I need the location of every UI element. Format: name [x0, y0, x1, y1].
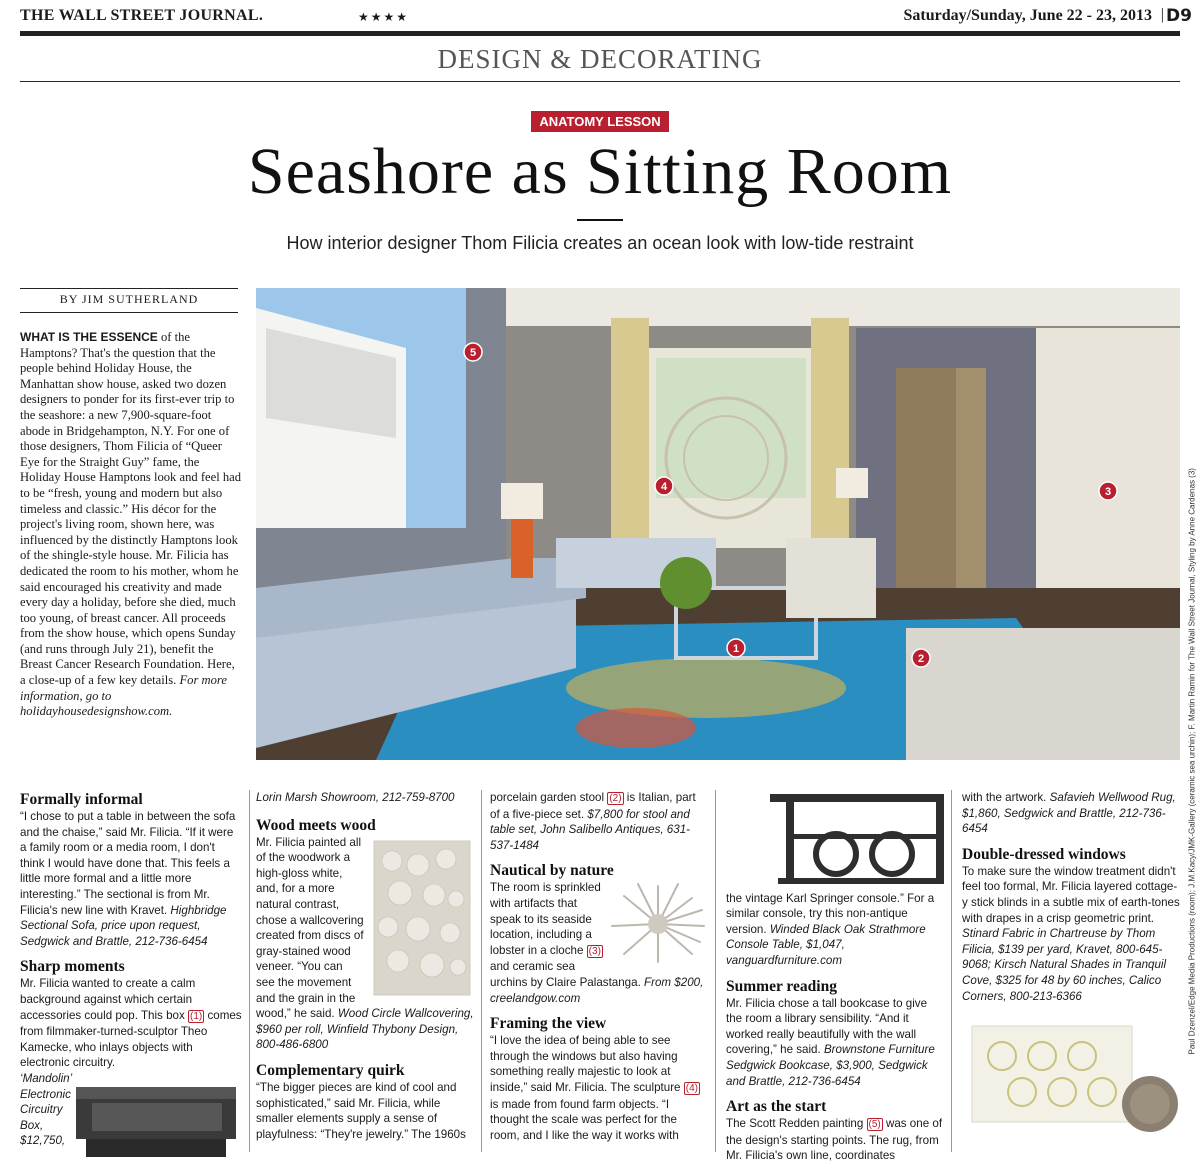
fabric-swatch-image: [962, 1012, 1180, 1132]
intro-paragraph: [20, 330, 242, 720]
intro-lead: WHAT IS THE ESSENCE: [20, 330, 158, 344]
section-rule: [20, 81, 1180, 82]
paragraph-rug: with the artwork. Safavieh Wellwood Rug, $1,860, Sedgwick and Brattle, 212-736-6454: [962, 791, 1176, 836]
column-1: [20, 790, 242, 1171]
masthead: [0, 0, 1200, 30]
edition-stars: ★★★★: [358, 10, 410, 24]
heading-double-dressed-windows: Double-dressed windows: [962, 845, 1126, 863]
heading-formally-informal: Formally informal: [20, 791, 143, 808]
kicker-badge: ANATOMY LESSON: [531, 111, 669, 132]
ref-2: (2): [609, 793, 622, 804]
marker-3-label: 3: [1104, 486, 1112, 498]
byline: BY JIM SUTHERLAND: [59, 292, 199, 306]
paragraph-double-dressed-windows: To make sure the window treatment didn't feel too formal, Mr. Filicia layered cottage-y stick blinds in a subtle mix of earth-tones with drapes in a crisp geometric print. Stinard Fabric in Chartreuse by Thom Filicia, $139 per yard, Kravet, 800-645-9068; Kirsch Natural Shades in Tranquil Cove, $325 for 48 by 60 inches, Calico Corners, 800-213-6366: [962, 864, 1180, 1003]
masthead-rule: [20, 31, 1180, 36]
section-title: DESIGN & DECORATING: [437, 44, 763, 74]
column-divider: [715, 790, 716, 1152]
heading-sharp-moments: Sharp moments: [20, 958, 125, 976]
photo-credit-text: Paul Dzenzel/Edge Media Productions (room); J.M.Kacy/JMK-Gallery (ceramic sea urchin); F. Martin Ramin for The Wall Street Journal, Styling by Anne Cardenas (3): [1187, 468, 1197, 1055]
column-divider: [249, 790, 250, 1152]
headline-divider: [577, 219, 623, 221]
paragraph-wood-meets-wood: Mr. Filicia painted all of the woodwork a high-gloss white, and, for a more natural contrast, chose a wallcovering created from discs of gray-stained wood veneer. “You can see the movement and the grain in the wood,” he said. Wood Circle Wallcovering, $960 per roll, Winfield Thybony Design, 800-486-6800: [256, 835, 474, 1052]
subheadline: How interior designer Thom Filicia creates an ocean look with low-tide restraint: [286, 233, 914, 253]
column-divider: [481, 790, 482, 1152]
heading-art-as-the-start: Art as the start: [726, 1098, 827, 1116]
marker-1-label: 1: [732, 643, 740, 655]
byline-rule-top: [20, 288, 238, 289]
newspaper-name: THE WALL STREET JOURNAL.: [20, 7, 264, 24]
left-drape: [611, 318, 649, 558]
sea-urchin-image: [608, 880, 708, 964]
paragraph-summer-reading: Mr. Filicia chose a tall bookcase to give the room a library sensibility. “And it worked really beautifully with the wall covering,” he said. Brownstone Furniture Sedgwick Bookcase, $3,900, Sedgwick and Brattle, 212-736-6454: [726, 996, 935, 1088]
ref-1: (1): [190, 1010, 203, 1022]
heading-complementary-quirk: Complementary quirk: [256, 1061, 405, 1079]
armchair: [786, 538, 876, 618]
ref-3: (3): [588, 945, 601, 957]
paragraph-console: the vintage Karl Springer console.” For a similar console, try this non-antique version. Winded Black Oak Strathmore Console Table, $1,047, vanguardfurniture.com: [726, 891, 935, 967]
page-number: D9: [1166, 6, 1192, 26]
marker-4-label: 4: [660, 481, 668, 493]
paragraph-nautical-by-nature: The room is sprinkled with artifacts that speak to its seaside location, including a lobster in a cloche (3) and ceramic sea urchins by Claire Palastanga. From $200, creelandgow.com: [490, 881, 704, 1005]
marker-2-label: 2: [917, 653, 925, 665]
orange-lamp: [511, 518, 533, 578]
column-4: [726, 790, 944, 1172]
ref-4: (4): [685, 1082, 698, 1094]
living-room-photo: [256, 288, 1180, 760]
column-5: [962, 790, 1180, 1137]
masthead-separator: |: [1160, 6, 1164, 23]
ref-5: (5): [868, 1119, 881, 1131]
byline-rule-bottom: [20, 312, 238, 313]
heading-wood-meets-wood: Wood meets wood: [256, 816, 376, 834]
chaise: [906, 628, 1180, 760]
intro-body: of the Hamptons? That's the question that the people behind Holiday House, the Manhattan show house, asked two dozen designers to ponder for its first-ever trip to the seashore: a new 7,900-square-foot abode in Bridgehampton, N.Y. For one of those designers, Thom Filicia of “Queer Eye for the Straight Guy” fame, the Holiday House Hamptons look and feel had to be “fresh, young and modern but also timeless and classic.” His décor for the project's living room, shown here, was influenced by the distinctly Hamptons look of the shingle-style house. Mr. Filicia has dedicated the room to his mother, whom he said encouraged his creativity and made every day a holiday, before she died, much too young, of breast cancer. All proceeds from the show house, which opens Sunday (and runs through July 21), benefit the Breast Cancer Research Foundation. Here, a close-up of a few key details.: [20, 330, 242, 688]
column-divider: [951, 790, 952, 1152]
headline: Seashore as Sitting Room: [247, 135, 953, 208]
column-3: [490, 790, 708, 1151]
console-table-image: [726, 790, 944, 886]
marker-5-label: 5: [469, 347, 477, 359]
wallcovering-swatch-image: [370, 837, 474, 999]
heading-nautical-by-nature: Nautical by nature: [490, 862, 614, 880]
paragraph-framing-the-view: “I love the idea of being able to see through the windows but also having something really majestic to look at inside,” said Mr. Filicia. The sculpture (4) is made from found farm objects. “I thought the scale was perfect for the room, and I like the way it works with: [490, 1034, 698, 1142]
paragraph-formally-informal: “I chose to put a table in between the sofa and the chaise,” said Mr. Filicia. “If it were a family room or a media room, I don't think I would have done that. This feels a little more formal and a little more interesting.” The sectional is from Mr. Filicia's new line with Kravet. Highbridge Sectional Sofa, price upon request, Sedgwick and Brattle, 212-736-6454: [20, 810, 236, 948]
living-room-illustration: [256, 288, 1180, 760]
paragraph-art-as-the-start: The Scott Redden painting (5) was one of the design's starting points. The rug, from Mr. Filicia's own line, coordinates: [726, 1117, 943, 1163]
box-caption: ‘Mandolin’ Electronic Circuitry Box, $12,750,: [20, 1071, 72, 1148]
bookcase: [896, 368, 956, 608]
lorin-marsh-credit: Lorin Marsh Showroom, 212-759-8700: [256, 791, 455, 804]
paragraph-garden-stool: porcelain garden stool (2) is Italian, part of a five-piece set. $7,800 for stool and table set, John Salibello Antiques, 631-537-1484: [490, 791, 696, 852]
heading-summer-reading: Summer reading: [726, 977, 837, 995]
heading-framing-the-view: Framing the view: [490, 1015, 607, 1033]
circuitry-box-image: [72, 1077, 242, 1161]
issue-date: Saturday/Sunday, June 22 - 23, 2013: [903, 7, 1152, 24]
photo-credit: [1182, 468, 1197, 1060]
intro-tail: For more information, go to holidayhousedesignshow.com.: [20, 673, 227, 719]
paragraph-sharp-moments: Mr. Filicia wanted to create a calm background against which certain accessories could pop. This box (1) comes from filmmaker-turned-sculptor Theo Kamecke, who inlays objects with electronic circuitry.: [20, 977, 242, 1070]
right-drape: [811, 318, 849, 558]
plant: [660, 557, 712, 609]
paragraph-complementary-quirk: “The bigger pieces are kind of cool and sophisticated,” said Mr. Filicia, while smaller elements supply a sense of playfulness: “They're jewelry.” The 1960s: [256, 1080, 466, 1141]
column-2: [256, 790, 474, 1150]
